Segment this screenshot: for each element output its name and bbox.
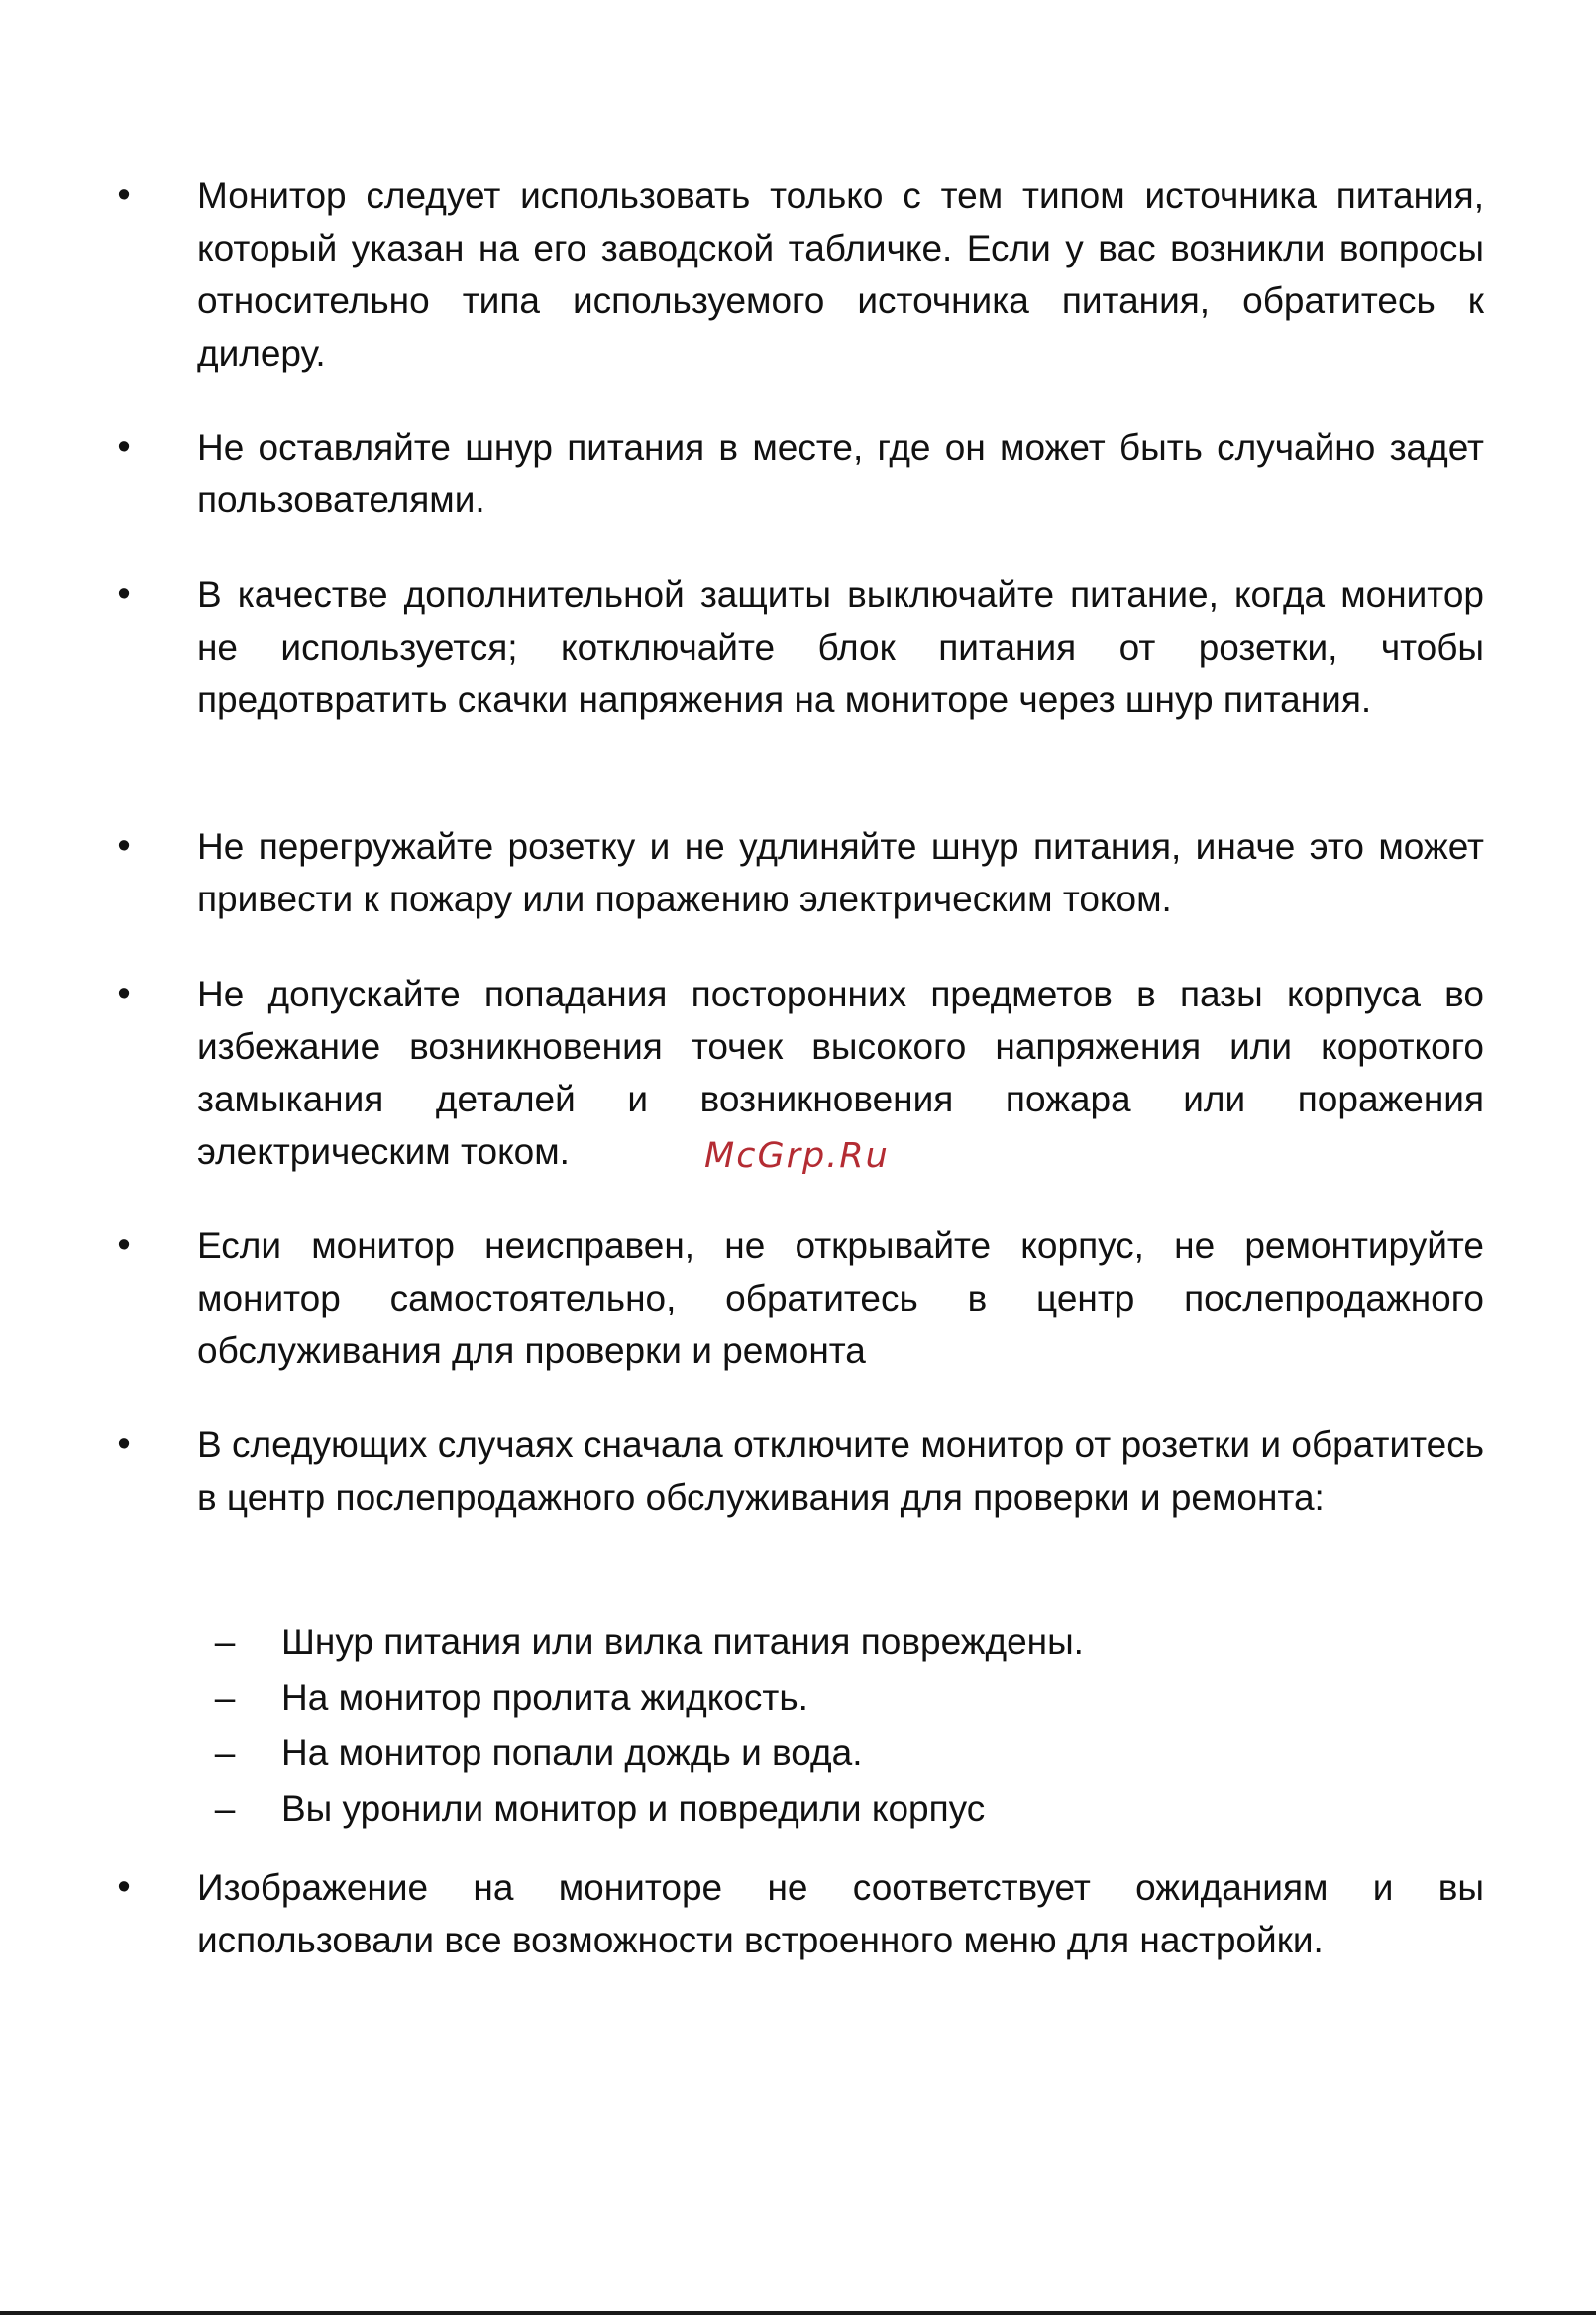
list-item-text: Изображение на мониторе не соответствует ожиданиям и вы использовали все возможности встроенного меню для настройки. (197, 1867, 1484, 1960)
dash-marker: – (214, 1788, 236, 1829)
bullet-marker: • (117, 1866, 131, 1908)
list-item-text: В качестве дополнительной защиты выключайте питание, когда монитор не используется; котключайте блок питания от розетки, чтобы предотвратить скачки напряжения на мониторе через шнур питания. (197, 575, 1484, 720)
sub-list-item-text: На монитор попали дождь и вода. (281, 1733, 863, 1773)
bullet-marker: • (117, 426, 131, 468)
list-item-text: Монитор следует использовать только с тем типом источника питания, который указан на его заводской табличке. Если у вас возникли вопросы относительно типа используемого источника питания, обратитесь к дилеру. (197, 175, 1484, 373)
bullet-marker: • (117, 973, 131, 1014)
sub-list-item-text: На монитор пролита жидкость. (281, 1677, 808, 1718)
dash-marker: – (214, 1733, 236, 1773)
list-item-text: Не допускайте попадания посторонних предметов в пазы корпуса во избежание возникновения точек высокого напряжения или короткого замыкания деталей и возникновения пожара или поражения электрическим током. (197, 974, 1484, 1172)
list-item-text: Не перегружайте розетку и не удлиняйте шнур питания, иначе это может привести к пожару или поражению электрическим током. (197, 826, 1484, 919)
dash-marker: – (214, 1622, 236, 1662)
sub-list-item-text: Шнур питания или вилка питания повреждены. (281, 1622, 1084, 1662)
list-item-text: Не оставляйте шнур питания в месте, где он может быть случайно задет пользователями. (197, 427, 1484, 520)
dash-marker: – (214, 1677, 236, 1718)
bullet-marker: • (117, 825, 131, 867)
bullet-marker: • (117, 574, 131, 615)
bullet-marker: • (117, 174, 131, 216)
bullet-marker: • (117, 1423, 131, 1465)
page-bottom-rule (0, 2311, 1596, 2315)
bullet-marker: • (117, 1224, 131, 1266)
list-item-text: Если монитор неисправен, не открывайте корпус, не ремонтируйте монитор самостоятельно, обратитесь в центр послепродажного обслуживания для проверки и ремонта (197, 1225, 1484, 1371)
sub-list-item-text: Вы уронили монитор и повредили корпус (281, 1788, 986, 1829)
list-item-text: В следующих случаях сначала отключите монитор от розетки и обратитесь в центр послепродажного обслуживания для проверки и ремонта: (197, 1424, 1484, 1518)
watermark: McGrp.Ru (704, 1136, 890, 1176)
